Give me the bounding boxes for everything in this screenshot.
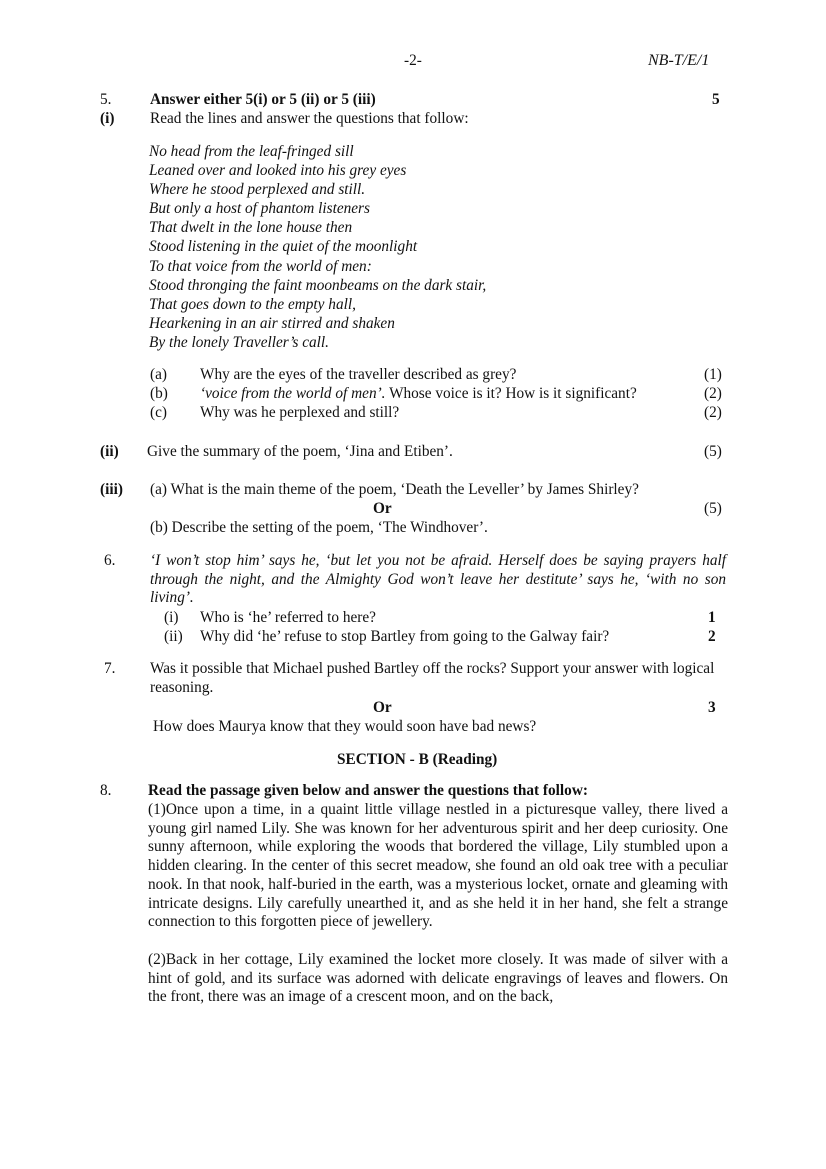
- q5-part-ii-label: (ii): [100, 443, 119, 460]
- poem-line: Hearkening in an air stirred and shaken: [149, 314, 395, 332]
- q6-quote: ‘I won’t stop him’ says he, ‘but let you not be afraid. Herself does be saying prayers half through the night, and the Almighty God won’t leave her destitute’ says he, ‘with no son living’.: [150, 552, 726, 607]
- poem-line: That goes down to the empty hall,: [149, 295, 356, 313]
- q5-instruction: Answer either 5(i) or 5 (ii) or 5 (iii): [150, 91, 376, 108]
- q7-number: 7.: [104, 660, 116, 677]
- q5-c-label: (c): [150, 404, 167, 421]
- poem-extract: [149, 142, 486, 352]
- q6-number: 6.: [104, 552, 116, 569]
- q7-or: Or: [373, 699, 392, 716]
- poem-line: To that voice from the world of men:: [149, 257, 372, 275]
- q5-b-question: Whose voice is it? How is it significant?: [385, 385, 637, 402]
- q5-part-iii-option-a: (a) What is the main theme of the poem, ‘Death the Leveller’ by James Shirley?: [150, 481, 639, 498]
- q5-a-marks: (1): [704, 366, 722, 383]
- q6-ii-label: (ii): [164, 628, 183, 645]
- q5-part-iii-marks: (5): [704, 500, 722, 517]
- poem-line: No head from the leaf-fringed sill: [149, 143, 354, 160]
- q5-marks: 5: [712, 91, 720, 108]
- q5-b-quote: ‘voice from the world of men’.: [200, 385, 386, 402]
- q7-text: Was it possible that Michael pushed Bartley off the rocks? Support your answer with logical reasoning.: [150, 660, 715, 696]
- poem-line: That dwelt in the lone house then: [149, 219, 353, 237]
- passage-paragraph-2: (2)Back in her cottage, Lily examined the locket more closely. It was made of silver with a hint of gold, and its surface was adorned with delicate engravings of leaves and flowers. On the front, there was an image of a crescent moon, and on the back,: [148, 951, 728, 1006]
- q5-c-marks: (2): [704, 404, 722, 421]
- poem-line: By the lonely Traveller’s call.: [149, 333, 329, 351]
- q5-part-iii-label: (iii): [100, 481, 123, 498]
- q5-number: 5.: [100, 91, 112, 108]
- q6-i-text: Who is ‘he’ referred to here?: [200, 609, 376, 626]
- q8-number: 8.: [100, 782, 112, 799]
- q5-part-ii-text: Give the summary of the poem, ‘Jina and Etiben’.: [147, 443, 453, 460]
- q5-part-i-prompt: Read the lines and answer the questions that follow:: [150, 110, 469, 127]
- page-number: -2-: [404, 52, 422, 69]
- poem-line: Stood listening in the quiet of the moonlight: [149, 238, 418, 256]
- poem-line: But only a host of phantom listeners: [149, 200, 370, 218]
- q6-ii-marks: 2: [708, 628, 716, 645]
- q5-a-text: Why are the eyes of the traveller described as grey?: [200, 366, 517, 383]
- q5-part-iii-option-b: (b) Describe the setting of the poem, ‘The Windhover’.: [150, 519, 488, 536]
- q6-ii-text: Why did ‘he’ refuse to stop Bartley from going to the Galway fair?: [200, 628, 610, 645]
- q5-b-marks: (2): [704, 385, 722, 402]
- q8-instruction: Read the passage given below and answer the questions that follow:: [148, 782, 588, 799]
- q5-c-text: Why was he perplexed and still?: [200, 404, 400, 421]
- poem-line: Stood thronging the faint moonbeams on the dark stair,: [149, 276, 487, 294]
- q5-b-label: (b): [150, 385, 168, 402]
- q7-alt: How does Maurya know that they would soon have bad news?: [153, 718, 537, 735]
- q6-i-label: (i): [164, 609, 179, 626]
- q5-a-label: (a): [150, 366, 167, 383]
- q5-part-ii-marks: (5): [704, 443, 722, 460]
- q5-b-text: [200, 385, 637, 403]
- q5-part-iii-or: Or: [373, 500, 392, 517]
- q5-part-i-label: (i): [100, 110, 115, 127]
- paper-code: NB-T/E/1: [648, 52, 710, 69]
- poem-line: Leaned over and looked into his grey eyes: [149, 162, 407, 180]
- poem-line: Where he stood perplexed and still.: [149, 181, 366, 199]
- section-b-title: SECTION - B (Reading): [337, 751, 498, 768]
- passage-paragraph-1: (1)Once upon a time, in a quaint little village nestled in a picturesque valley, there lived a young girl named Lily. She was known for her adventurous spirit and her deep curiosity. One sunny afternoon, while exploring the woods that bordered the village, Lily stumbled upon a hidden clearing. In the center of this secret meadow, she found an old oak tree with a peculiar nook. In that nook, half-buried in the earth, was a mysterious locket, ornate and gleaming with intricate designs. Lily carefully unearthed it, and as she held it in her hand, she felt a strange connection to this forgotten piece of jewellery.: [148, 801, 728, 931]
- q7-marks: 3: [708, 699, 716, 716]
- q6-i-marks: 1: [708, 609, 716, 626]
